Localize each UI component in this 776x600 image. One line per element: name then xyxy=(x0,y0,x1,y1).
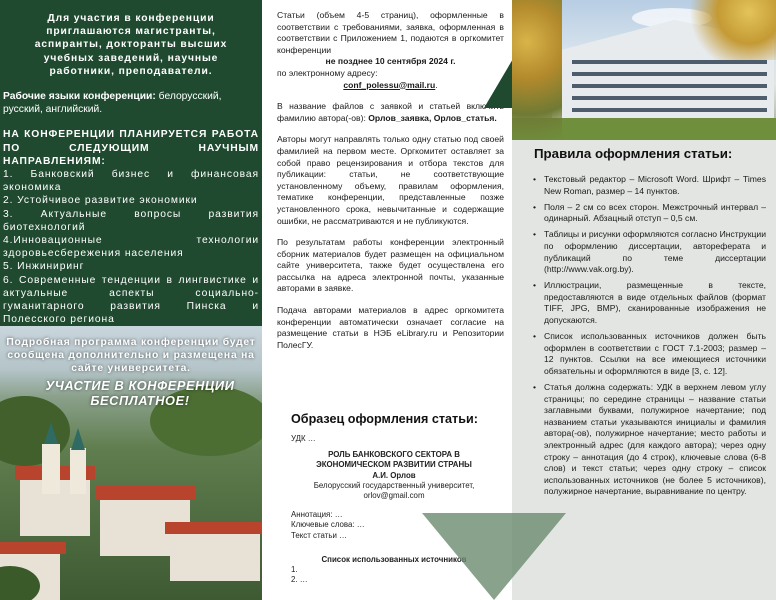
sample-ref: 2. … xyxy=(291,575,308,585)
directions-heading: НА КОНФЕРЕНЦИИ ПЛАНИРУЕТСЯ РАБОТА ПО СЛЕДУЮЩИМ НАУЧНЫМ НАПРАВЛЕНИЯМ: xyxy=(3,129,259,167)
results-paragraph: По результатам работы конференции электронный сборник материалов будет размещен на официальном сайте университета, также будет осуществлена его рассылка на адреса электронной почты, указанные авторами в заявке. xyxy=(277,237,504,294)
file-naming-example: Орлов_заявка, Орлов_статья. xyxy=(368,112,497,123)
sample-email: orlov@gmail.com xyxy=(363,491,425,501)
window-row xyxy=(572,96,767,100)
languages-value: белорусский, русский, английский. xyxy=(3,91,222,116)
building-shape xyxy=(170,531,260,581)
email-dot: . xyxy=(435,79,438,90)
window-row xyxy=(572,72,767,76)
languages-text xyxy=(3,90,259,116)
sample-title: Образец оформления статьи: xyxy=(291,412,478,426)
sample-author: А.И. Орлов xyxy=(372,470,416,480)
tree-leaves xyxy=(512,0,562,140)
sample-refs-title: Список использованных источников xyxy=(321,554,467,564)
authors-paragraph: Авторы могут направлять только одну статью под своей фамилией на первом месте. Оргкомитет оставляет за собой право рецензирования и отбора текстов для публикации: статьи, не соответствующие установленному объему, правилам оформления, тематике конференции, представленные позже установленного срока, невычитанные и содержащие ошибки, не рассматриваются и не публикуются. xyxy=(277,134,504,226)
direction-item: 3. Актуальные вопросы развития биотехнологий xyxy=(3,208,259,233)
roof-shape xyxy=(0,542,66,554)
direction-item: 2. Устойчивое развитие экономики xyxy=(3,195,198,207)
direction-item: 1. Банковский бизнес и финансовая экономика xyxy=(3,169,259,194)
rules-title: Правила оформления статьи: xyxy=(534,146,733,161)
university-photo xyxy=(512,0,776,140)
sample-text: Текст статьи … xyxy=(291,530,347,540)
tree-leaves xyxy=(686,0,776,60)
church-spire xyxy=(71,428,85,450)
directions-list xyxy=(3,168,259,326)
direction-item: 6. Современные тенденции в лингвистике и актуальные аспекты социально-гуманитарного развития Пинска и Полесского региона xyxy=(3,274,259,326)
rule-item: • Текстовый редактор – Microsoft Word. Шрифт – Times New Roman, размер – 14 пунктов. xyxy=(544,174,766,197)
direction-item: 5. Инжиниринг xyxy=(3,261,85,273)
decor-triangle-bottom xyxy=(422,513,566,600)
window-row xyxy=(572,60,767,64)
deadline: не позднее 10 сентября 2024 г. xyxy=(325,56,456,67)
church-tower xyxy=(42,444,60,494)
sample-ref: 1. xyxy=(291,565,298,575)
rules-list xyxy=(544,174,766,502)
window-row xyxy=(572,84,767,88)
roof-shape xyxy=(165,522,262,534)
email-line xyxy=(277,80,504,92)
sample-title-line: РОЛЬ БАНКОВСКОГО СЕКТОРА В xyxy=(328,450,460,460)
rule-item: • Поля – 2 см со всех сторон. Межстрочный интервал – одинарный. Абзацный отступ – 0,5 см. xyxy=(544,202,766,225)
program-note: Подробная программа конференции будет сообщена дополнительно и размещена на сайте университета. xyxy=(6,337,256,375)
file-naming-paragraph xyxy=(277,101,504,124)
sample-university: Белорусский государственный университет, xyxy=(313,480,475,490)
submission-info xyxy=(277,10,504,351)
rule-item: • Список использованных источников должен быть оформлен в соответствии с ГОСТ 7.1-2003; размер – 12 пунктов. Ссылки на все имеющиеся источники обязательны и оформляются в виде [3, с. 12]. xyxy=(544,331,766,377)
church-spire xyxy=(44,422,58,444)
consent-paragraph: Подача авторами материалов в адрес оргкомитета конференции автоматически означает согласие на размещение статьи в НЭБ eLibrary.ru и Репозитории ПолесГУ. xyxy=(277,305,504,350)
sample-title-line: ЭКОНОМИЧЕСКОМ РАЗВИТИИ СТРАНЫ xyxy=(316,460,472,470)
submission-paragraph: Статьи (объем 4-5 страниц), оформленные в соответствии с требованиями, заявка, оформленная в соответствии с Приложением 1, подаются в оргкомитет конференции xyxy=(277,10,504,55)
file-naming-text: В название файлов с заявкой и статьей включить фамилию автора(-ов): xyxy=(277,101,504,123)
rule-item: • Иллюстрации, размещенные в тексте, предоставляются в виде отдельных файлов (формат TIFF, JPG, BMP), сканированные изображения не допускаются. xyxy=(544,280,766,326)
languages-label: Рабочие языки конференции: xyxy=(3,91,156,103)
church-tower xyxy=(70,448,86,494)
left-panel xyxy=(0,0,262,600)
rule-item: • Таблицы и рисунки оформляются согласно Инструкции по оформлению диссертации, автореферата и публикаций по теме диссертации (http://www.vak.org.by). xyxy=(544,229,766,275)
sample-keywords: Ключевые слова: … xyxy=(291,520,365,530)
direction-item: 4.Инновационные технологии здоровьесбережения населения xyxy=(3,235,259,260)
roof-shape xyxy=(95,486,195,500)
sample-annotation: Аннотация: … xyxy=(291,510,343,520)
intro-text: Для участия в конференции приглашаются магистранты, аспиранты, докторанты высших учебных заведений, научные работники, преподаватели. xyxy=(34,13,228,77)
email-link[interactable]: conf_polessu@mail.ru xyxy=(343,79,436,90)
free-participation: УЧАСТИЕ В КОНФЕРЕНЦИИ БЕСПЛАТНОЕ! xyxy=(45,378,235,408)
window-row xyxy=(572,108,767,112)
email-label: по электронному адресу: xyxy=(277,67,378,78)
left-text-block xyxy=(0,8,262,326)
sample-udk: УДК … xyxy=(291,434,316,443)
rule-item: • Статья должна содержать: УДК в верхнем левом углу страницы; по середине страницы – название статьи заглавными буквами, полужирное начертание; под названием статьи указываются инициалы и фамилия автора(-ов), полужирное начертание; место работы и электронный адрес (для каждого автора); через одну строку – аннотация (до 4 строк), ключевые слова (6-8 слов) и текст статьи; через одну строку – список использованных источников (не более 5 источников), полужирное начертание, выравнивание по центру. xyxy=(544,382,766,498)
